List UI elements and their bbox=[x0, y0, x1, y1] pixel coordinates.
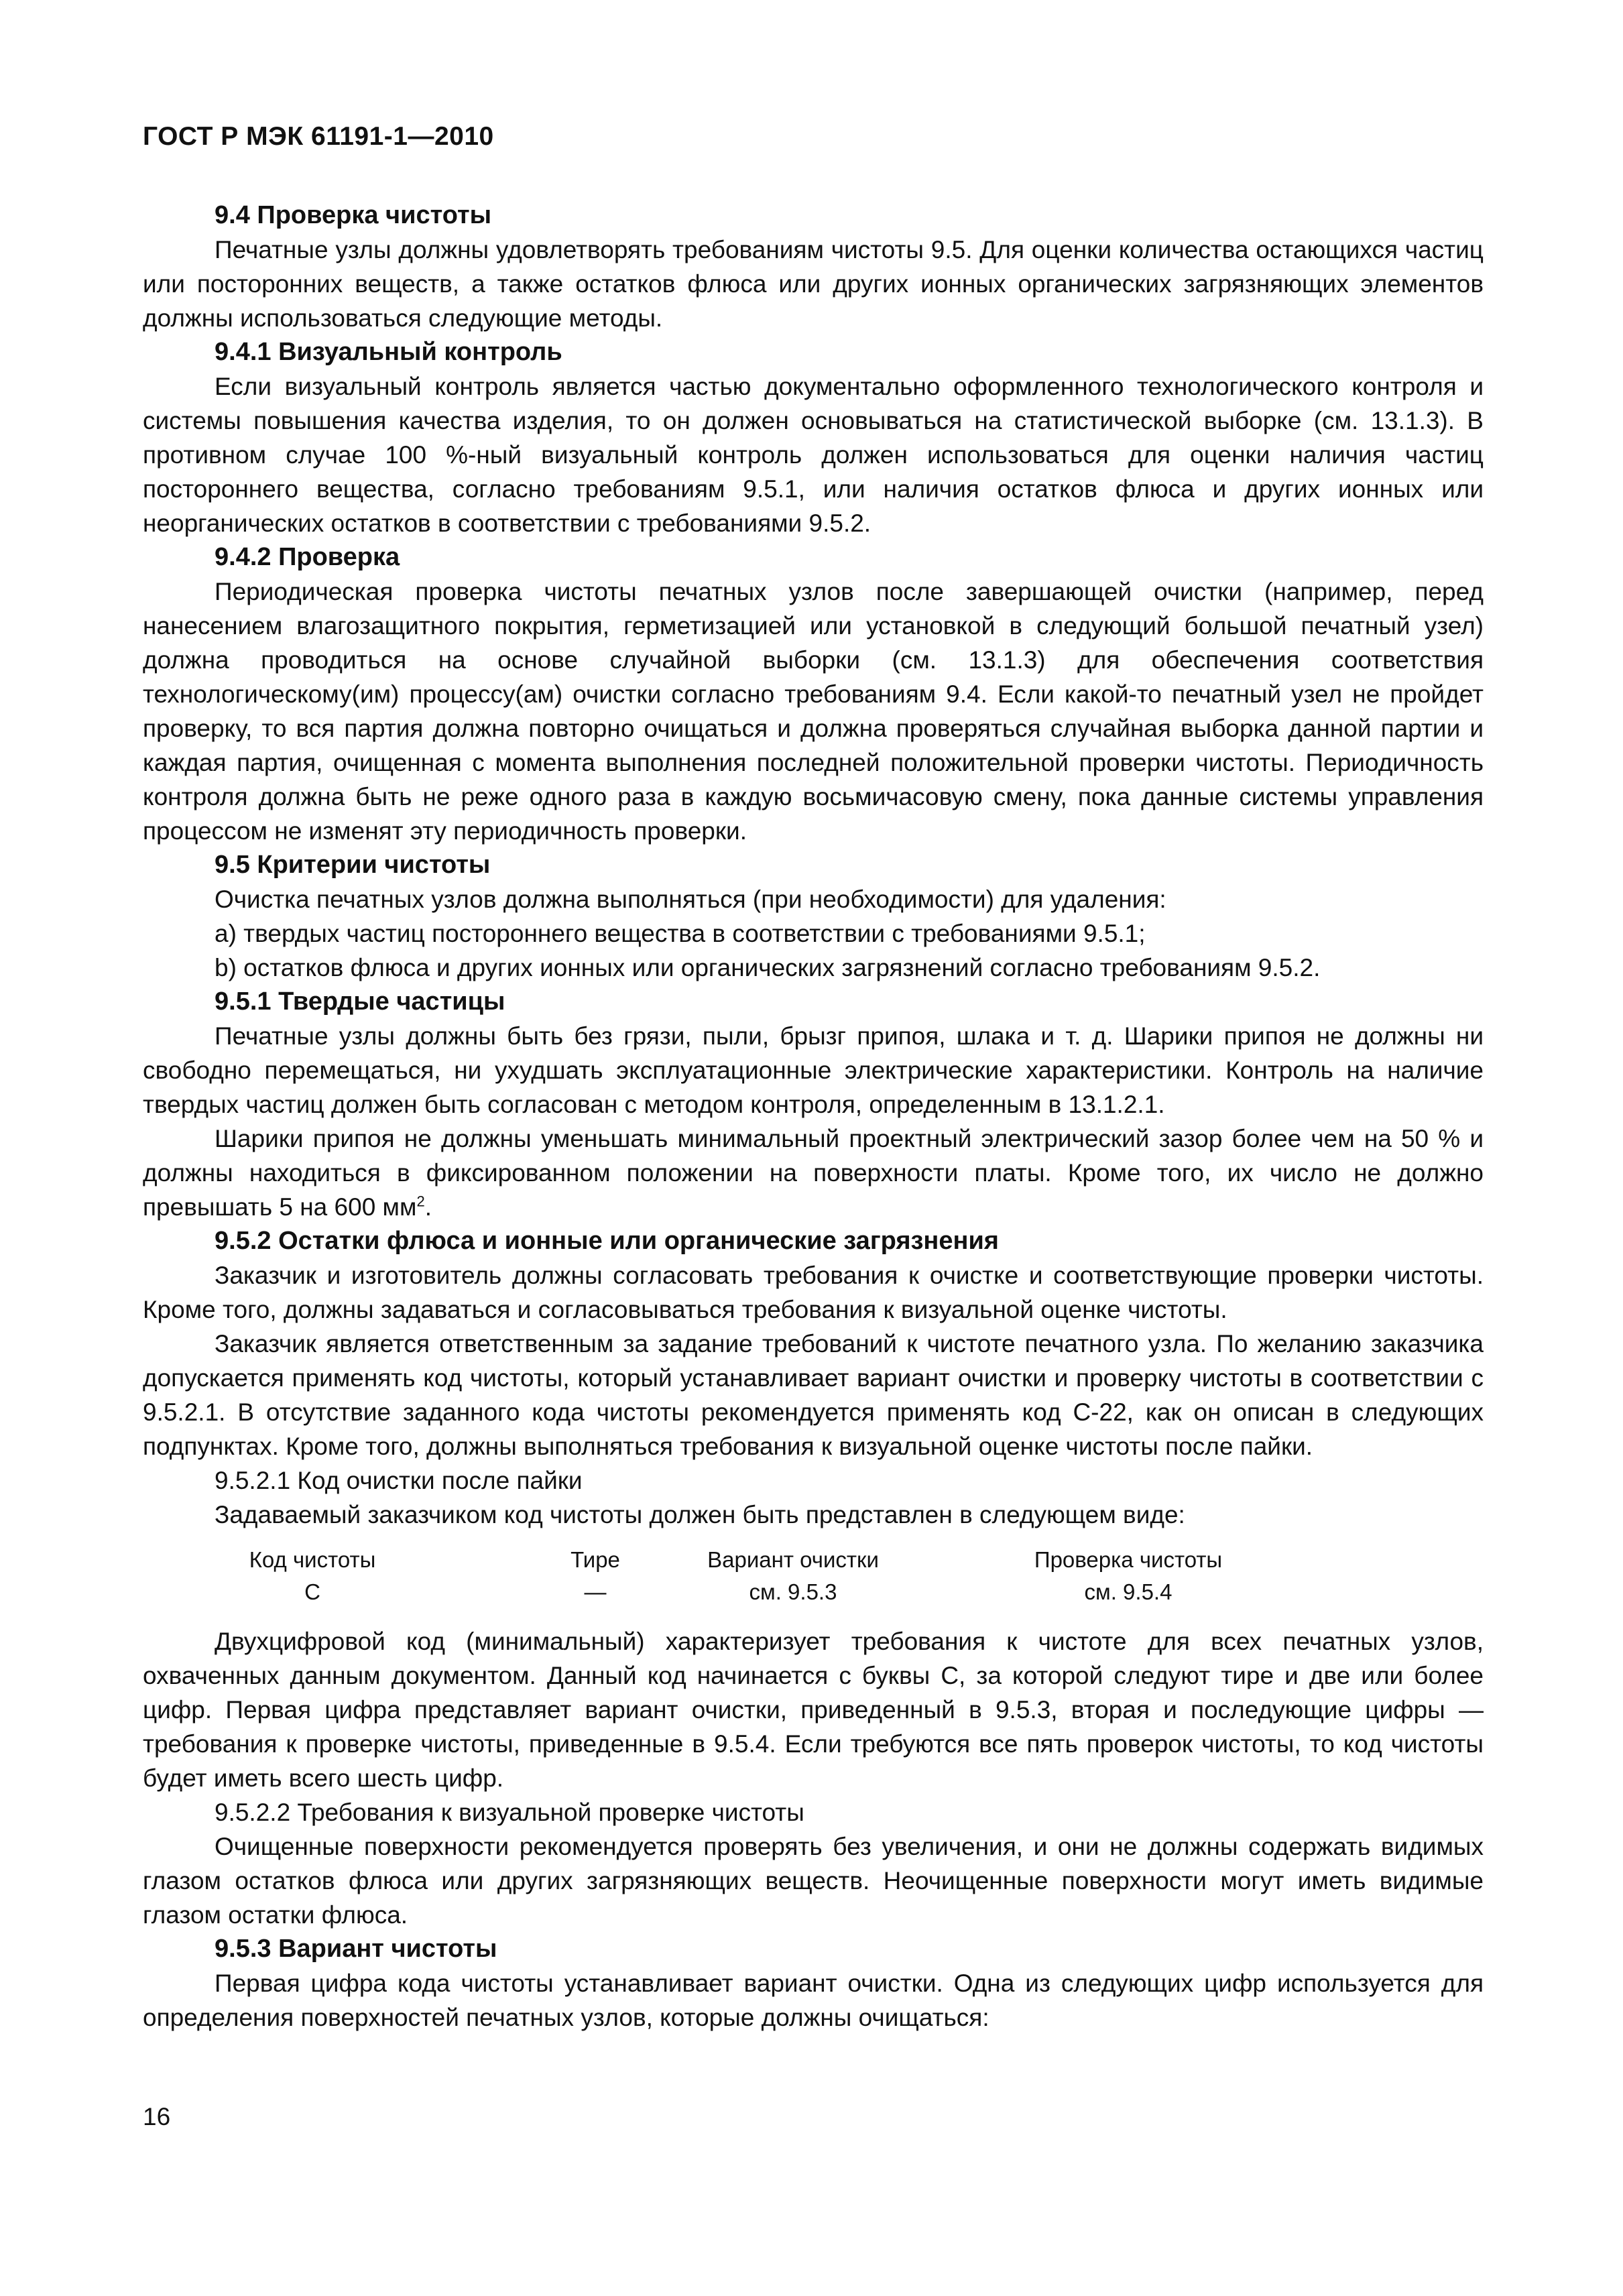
paragraph-with-superscript bbox=[143, 1122, 1484, 1224]
section-title-9-4-1: 9.4.1 Визуальный контроль bbox=[215, 338, 562, 366]
list-item-a: а) твердых частиц постороннего вещества в соответствии с требованиями 9.5.1; bbox=[215, 920, 1146, 947]
paragraph: Печатные узлы должны быть без грязи, пыли, брызг припоя, шлака и т. д. Шарики припоя не должны ни свободно перемещаться, ни ухудшать эксплуатационные электрические характеристики. Контроль на наличие твердых частиц должен быть согласован с методом контроля, определенным в 13.1.2.1. bbox=[143, 1022, 1484, 1118]
paragraph: Если визуальный контроль является частью документально оформленного технологического контроля и системы повышения качества изделия, то он должен основываться на статистической выборке (см. 13.1.3). В противном случае 100 %-ный визуальный контроль должен использоваться для оценки наличия частиц постороннего вещества, согласно требованиям 9.5.1, или наличия остатков флюса и других ионных или неорганических остатков в соответствии с требованиями 9.5.2. bbox=[143, 373, 1484, 537]
column-header: Проверка чистоты bbox=[1034, 1547, 1223, 1572]
section-title-9-4-2: 9.4.2 Проверка bbox=[215, 543, 400, 571]
subsection-title-9-5-2-2: 9.5.2.2 Требования к визуальной проверке чистоты bbox=[215, 1799, 804, 1826]
paragraph-text: Шарики припоя не должны уменьшать минимальный проектный электрический зазор более чем на 50 % и должны находиться в фиксированном положении на поверхности платы. Кроме того, их число не должно превышать 5 на 600 мм bbox=[143, 1125, 1484, 1221]
paragraph: Очищенные поверхности рекомендуется проверять без увеличения, и они не должны содержать видимых глазом остатков флюса или других загрязняющих веществ. Неочищенные поверхности могут иметь видимые глазом остатки флюса. bbox=[143, 1833, 1484, 1929]
paragraph: Задаваемый заказчиком код чистоты должен быть представлен в следующем виде: bbox=[215, 1501, 1185, 1528]
paragraph: Заказчик и изготовитель должны согласовать требования к очистке и соответствующие проверки чистоты. Кроме того, должны задаваться и согласовываться требования к визуальной оценке чистоты. bbox=[143, 1262, 1484, 1323]
column-value: см. 9.5.3 bbox=[749, 1579, 837, 1604]
paragraph: Периодическая проверка чистоты печатных узлов после завершающей очистки (например, перед нанесением влагозащитного покрытия, герметизацией или установкой в следующий большой печатный узел) должна проводиться на основе случайной выборки (см. 13.1.3) для обеспечения соответствия технологическому(им) процессу(ам) очистки согласно требованиям 9.4. Если какой-то печатный узел не пройдет проверку, то вся партия должна повторно очищаться и должна проверяться случайная выборка данной партии и каждая партия, очищенная с момента выполнения последней положительной проверки чистоты. Периодичность контроля должна быть не реже одного раза в каждую восьмичасовую смену, пока данные системы управления процессом не изменят эту периодичность проверки. bbox=[143, 578, 1484, 845]
code-column bbox=[222, 1544, 403, 1608]
column-header: Код чистоты bbox=[249, 1547, 376, 1572]
column-header: Вариант очистки bbox=[707, 1547, 879, 1572]
section-title-9-5: 9.5 Критерии чистоты bbox=[215, 851, 491, 879]
list-item-b: b) остатков флюса и других ионных или органических загрязнений согласно требованиям 9.5.2. bbox=[215, 954, 1321, 981]
paragraph: Очистка печатных узлов должна выполняться (при необходимости) для удаления: bbox=[215, 886, 1166, 913]
section-title-9-5-1: 9.5.1 Твердые частицы bbox=[215, 987, 505, 1016]
dash-column bbox=[532, 1544, 659, 1608]
cleaning-variant-column bbox=[679, 1544, 907, 1608]
subsection-title-9-5-2-1: 9.5.2.1 Код очистки после пайки bbox=[215, 1467, 583, 1494]
column-value: см. 9.5.4 bbox=[1084, 1579, 1173, 1604]
cleanliness-check-column bbox=[1008, 1544, 1249, 1608]
column-value: — bbox=[584, 1579, 607, 1604]
page-number: 16 bbox=[143, 2103, 171, 2130]
superscript: 2 bbox=[416, 1193, 425, 1210]
paragraph-end: . bbox=[424, 1193, 432, 1221]
document-body bbox=[143, 198, 1484, 2035]
paragraph: Двухцифровой код (минимальный) характеризует требования к чистоте для всех печатных узлов, охваченных данным документом. Данный код начинается с буквы С, за которой следуют тире и две или более цифр. Первая цифра представляет вариант очистки, приведенный в 9.5.3, вторая и последующие цифры — требования к проверке чистоты, приведенные в 9.5.4. Если требуются все пять проверок чистоты, то код чистоты будет иметь всего шесть цифр. bbox=[143, 1628, 1484, 1792]
section-title-9-4: 9.4 Проверка чистоты bbox=[215, 201, 492, 229]
cleanliness-code-table bbox=[143, 1544, 1484, 1619]
paragraph: Печатные узлы должны удовлетворять требованиям чистоты 9.5. Для оценки количества остающихся частиц или посторонних веществ, а также остатков флюса или других ионных органических загрязняющих элементов должны использоваться следующие методы. bbox=[143, 236, 1484, 332]
section-title-9-5-2: 9.5.2 Остатки флюса и ионные или органические загрязнения bbox=[215, 1227, 999, 1255]
paragraph: Заказчик является ответственным за задание требований к чистоте печатного узла. По желанию заказчика допускается применять код чистоты, который устанавливает вариант очистки и проверку чистоты в соответствии с 9.5.2.1. В отсутствие заданного кода чистоты рекомендуется применять код С-22, как он описан в следующих подпунктах. Кроме того, должны выполняться требования к визуальной оценке чистоты после пайки. bbox=[143, 1330, 1484, 1460]
document-header: ГОСТ Р МЭК 61191-1—2010 bbox=[143, 122, 494, 151]
section-title-9-5-3: 9.5.3 Вариант чистоты bbox=[215, 1935, 497, 1963]
paragraph: Первая цифра кода чистоты устанавливает вариант очистки. Одна из следующих цифр используется для определения поверхностей печатных узлов, которые должны очищаться: bbox=[143, 1970, 1484, 2031]
column-value: С bbox=[304, 1579, 320, 1604]
column-header: Тире bbox=[570, 1547, 620, 1572]
